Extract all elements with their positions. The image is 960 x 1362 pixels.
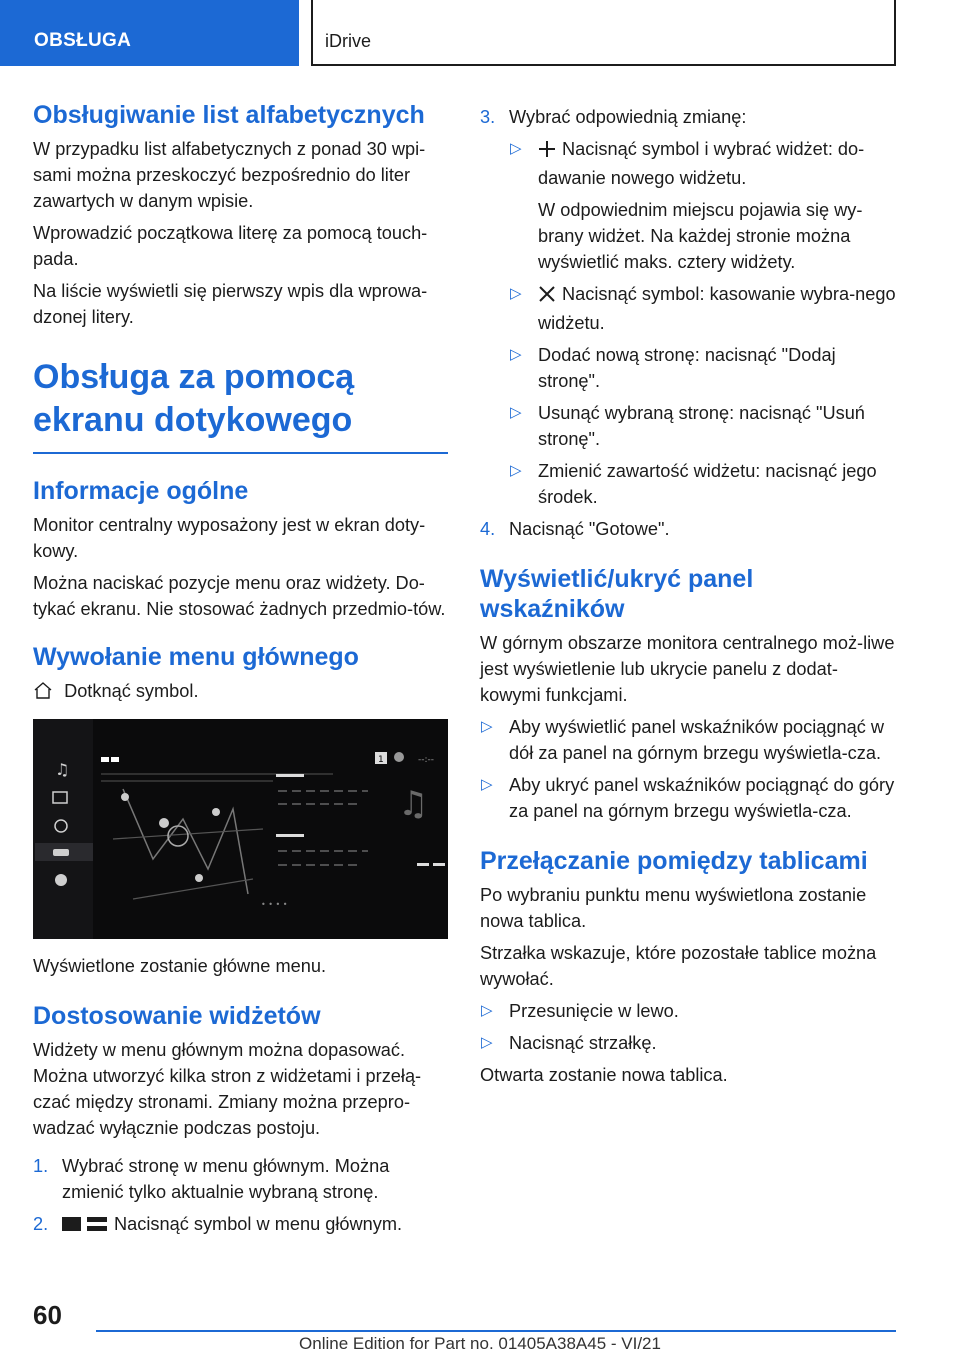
svg-text:♫: ♫ xyxy=(398,784,429,824)
bullet-text: Przesunięcie w lewo. xyxy=(509,1001,679,1021)
step-item xyxy=(33,1153,448,1205)
home-icon xyxy=(33,680,53,707)
paragraph: Monitor centralny wyposażony jest w ekran doty-kowy. xyxy=(33,515,426,561)
widget-symbol-icon xyxy=(62,1214,108,1240)
triangle-bullet-icon: ▷ xyxy=(510,285,522,302)
paragraph: W górnym obszarze monitora centralnego moż-liwe jest wyświetlenie lub ukrycie panelu z dodat-kowymi funkcjami. xyxy=(480,633,895,705)
heading-switch-boards: Przełączanie pomiędzy tablicami xyxy=(480,847,868,875)
section-title: OBSŁUGA xyxy=(34,30,132,51)
heading-general-info: Informacje ogólne xyxy=(33,477,249,505)
heading-indicator-panel: Wyświetlić/ukryć panel wskaźników xyxy=(480,565,754,623)
step-number: 4. xyxy=(480,519,496,539)
bullet-item xyxy=(509,342,896,394)
footer-rule xyxy=(96,1330,896,1332)
triangle-bullet-icon: ▷ xyxy=(510,140,522,157)
triangle-bullet-icon: ▷ xyxy=(510,346,522,363)
paragraph: Widżety w menu głównym można dopasować. Można utworzyć kilka stron z widżetami i przełą-czać między stronami. Zmiany można przepro-wadzać wyłącznie podczas postoju. xyxy=(33,1040,422,1138)
heading-touchscreen: Obsługa za pomocą ekranu dotykowego xyxy=(33,358,355,439)
menu-instruction-text: Dotknąć symbol. xyxy=(64,681,199,701)
paragraph: Na liście wyświetli się pierwszy wpis dla wprowa-dzonej litery. xyxy=(33,281,428,327)
paragraph: Otwarta zostanie nowa tablica. xyxy=(480,1065,728,1085)
bullet-item xyxy=(509,400,896,452)
bullet-text: Dodać nową stronę: nacisnąć "Dodaj stronę". xyxy=(538,345,836,391)
heading-alphabetic-lists: Obsługiwanie list alfabetycznych xyxy=(33,101,425,129)
svg-text:♫: ♫ xyxy=(55,760,70,779)
section-tab xyxy=(0,0,299,66)
screen-status: --:-- xyxy=(418,755,435,765)
bullet-item xyxy=(480,714,896,766)
step-number: 2. xyxy=(33,1214,49,1234)
paragraph: W przypadku list alfabetycznych z ponad 30 wpi-sami można przeskoczyć bezpośrednio do liter zawartych w danym wpisie. xyxy=(33,139,426,211)
idrive-main-menu-screenshot xyxy=(33,719,448,939)
triangle-bullet-icon: ▷ xyxy=(481,1002,493,1019)
step-text: Nacisnąć symbol w menu głównym. xyxy=(114,1214,403,1234)
bullet-text: Nacisnąć strzałkę. xyxy=(509,1033,657,1053)
topic-title: iDrive xyxy=(325,31,372,51)
screen-badge: 1 xyxy=(378,755,384,765)
bullet-item xyxy=(480,772,896,824)
triangle-bullet-icon: ▷ xyxy=(481,1034,493,1051)
bullet-item xyxy=(509,136,896,191)
step-number: 1. xyxy=(33,1156,49,1176)
bullet-text: Zmienić zawartość widżetu: nacisnąć jego środek. xyxy=(538,461,877,507)
left-column xyxy=(33,100,448,1240)
heading-widgets: Dostosowanie widżetów xyxy=(33,1002,321,1030)
paragraph: Wprowadzić początkowa literę za pomocą touch-pada. xyxy=(33,223,428,269)
bullet-subtext: W odpowiednim miejscu pojawia się wy-brany widżet. Na każdej stronie można wyświetlić maks. cztery widżety. xyxy=(538,200,863,272)
step-text: Wybrać stronę w menu głównym. Można zmienić tylko aktualnie wybraną stronę. xyxy=(62,1156,390,1202)
step-item xyxy=(480,516,896,542)
bullet-text: Aby wyświetlić panel wskaźników pociągnąć w dół za panel na górnym brzegu wyświetla-cza. xyxy=(509,717,885,763)
triangle-bullet-icon: ▷ xyxy=(481,718,493,735)
step-number: 3. xyxy=(480,107,496,127)
step-text: Nacisnąć "Gotowe". xyxy=(509,519,670,539)
bullet-text: Nacisnąć symbol: kasowanie wybra-nego widżetu. xyxy=(538,284,896,333)
bullet-item xyxy=(480,1030,896,1056)
topic-tab xyxy=(311,0,896,66)
plus-icon xyxy=(538,139,556,165)
heading-main-menu: Wywołanie menu głównego xyxy=(33,643,359,671)
page-number: 60 xyxy=(33,1300,62,1330)
bullet-text: Aby ukryć panel wskaźników pociągnąć do góry za panel na górnym brzegu wyświetla-cza. xyxy=(509,775,895,821)
step-item xyxy=(33,1211,448,1240)
bullet-item xyxy=(509,458,896,510)
footer-edition: Online Edition for Part no. 01405A38A45 - VI/21 xyxy=(299,1334,661,1353)
bullet-item xyxy=(509,281,896,336)
bullet-text: Nacisnąć symbol i wybrać widżet: do-dawanie nowego widżetu. xyxy=(538,139,865,188)
paragraph: Po wybraniu punktu menu wyświetlona zostanie nowa tablica. xyxy=(480,885,867,931)
cross-icon xyxy=(538,284,556,310)
paragraph: Wyświetlone zostanie główne menu. xyxy=(33,956,327,976)
step-item xyxy=(480,104,896,130)
paragraph: Można naciskać pozycje menu oraz widżety. Do-tykać ekranu. Nie stosować żadnych przedmio-tów. xyxy=(33,573,446,619)
menu-instruction xyxy=(33,678,448,707)
bullet-text: Usunąć wybraną stronę: nacisnąć "Usuń stronę". xyxy=(538,403,865,449)
triangle-bullet-icon: ▷ xyxy=(510,404,522,421)
bullet-item xyxy=(480,998,896,1024)
triangle-bullet-icon: ▷ xyxy=(510,462,522,479)
paragraph: Strzałka wskazuje, które pozostałe tablice można wywołać. xyxy=(480,943,877,989)
heading-rule xyxy=(33,452,448,454)
triangle-bullet-icon: ▷ xyxy=(481,776,493,793)
step-text: Wybrać odpowiednią zmianę: xyxy=(509,107,747,127)
right-column xyxy=(480,100,896,1088)
svg-text:• • • •: • • • • xyxy=(261,900,288,909)
